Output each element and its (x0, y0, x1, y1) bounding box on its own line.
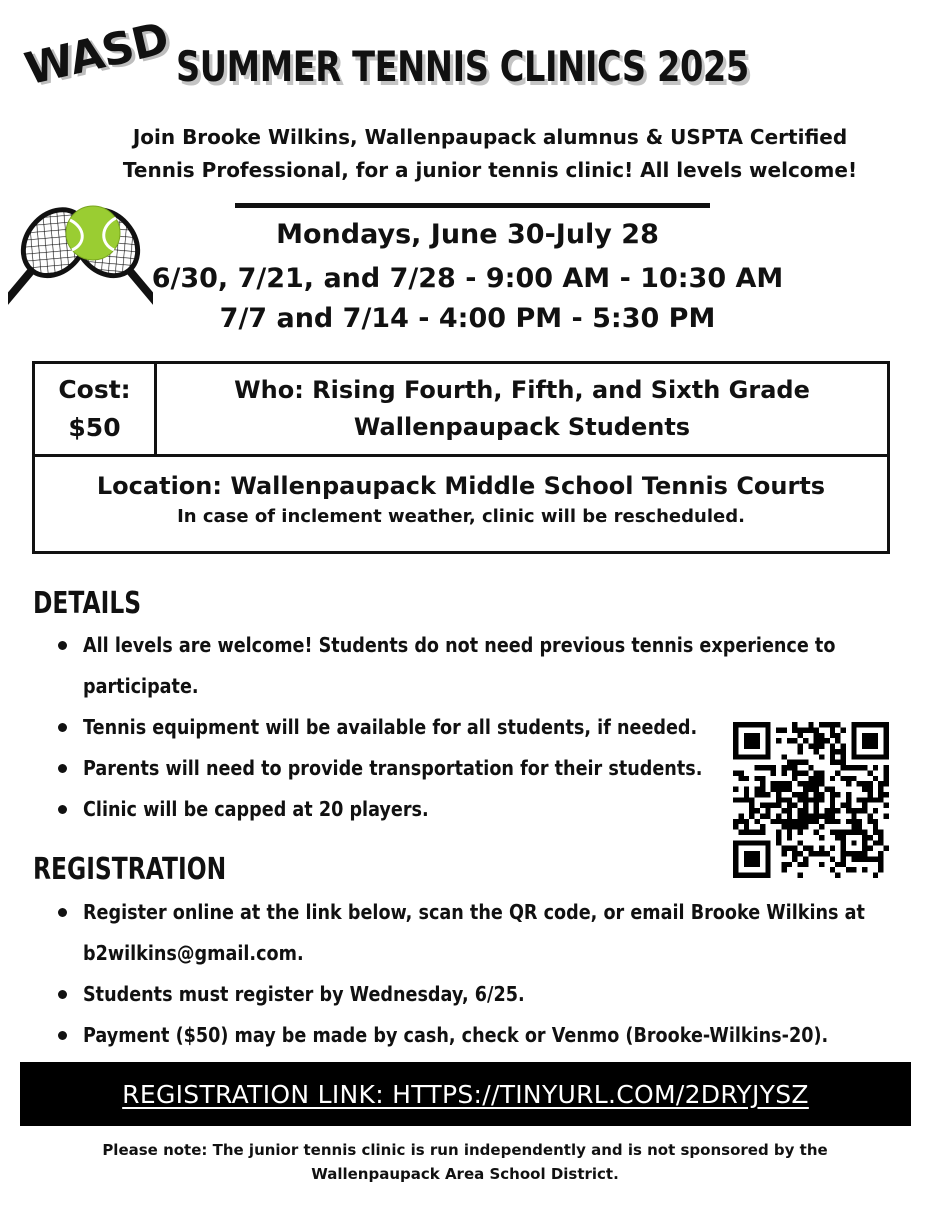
schedule-dates: Mondays, June 30-July 28 (276, 219, 659, 250)
schedule-session-1: 6/30, 7/21, and 7/28 - 9:00 AM - 10:30 AM (151, 263, 784, 294)
list-item-text: participate. (83, 674, 199, 698)
intro-line-1: Join Brooke Wilkins, Wallenpaupack alumnus & USPTA Certified (132, 125, 848, 149)
details-heading: DETAILS (33, 586, 142, 621)
cost-cell (35, 364, 157, 454)
registration-link[interactable]: REGISTRATION LINK: HTTPS://TINYURL.COM/2DRYJYSZ (122, 1079, 809, 1109)
intro-line-2: Tennis Professional, for a junior tennis clinic! All levels welcome! (122, 158, 858, 182)
location-cell (35, 457, 887, 551)
registration-link-banner (20, 1062, 911, 1126)
qr-code[interactable] (733, 722, 889, 878)
schedule-session-2: 7/7 and 7/14 - 4:00 PM - 5:30 PM (219, 303, 716, 334)
footer-line-1: Please note: The junior tennis clinic is run independently and is not sponsored by the (102, 1141, 828, 1159)
cost-value: $50 (68, 413, 121, 442)
list-item-text: Parents will need to provide transportation for their students. (83, 756, 703, 780)
list-item (55, 892, 929, 974)
list-item-text: Payment ($50) may be made by cash, check or Venmo (Brooke-Wilkins-20). (83, 1023, 829, 1047)
cost-label: Cost: (58, 375, 131, 404)
registration-heading: REGISTRATION (33, 852, 227, 887)
list-item-text: Clinic will be capped at 20 players. (83, 797, 429, 821)
registration-list (55, 892, 929, 1056)
location-text: Location: Wallenpaupack Middle School Tennis Courts (96, 472, 826, 500)
page-title: SUMMER TENNIS CLINICS 2025 (176, 42, 749, 91)
footer-note (40, 1138, 890, 1186)
list-item (55, 974, 929, 1015)
info-box (32, 361, 890, 554)
list-item-text[interactable]: b2wilkins@gmail.com. (83, 941, 304, 965)
list-item-text: Students must register by Wednesday, 6/25. (83, 982, 525, 1006)
audience-line-1: Who: Rising Fourth, Fifth, and Sixth Grade (234, 376, 810, 404)
tennis-ball-icon (66, 206, 120, 260)
divider (235, 203, 710, 208)
wasd-badge: WASD (20, 13, 173, 96)
list-item-text: Tennis equipment will be available for all students, if needed. (83, 715, 698, 739)
weather-note: In case of inclement weather, clinic will be rescheduled. (177, 506, 745, 527)
list-item-text: All levels are welcome! Students do not need previous tennis experience to (83, 633, 836, 657)
audience-cell (157, 364, 887, 454)
list-item (55, 625, 929, 707)
intro-text (60, 121, 920, 187)
audience-line-2: Wallenpaupack Students (353, 413, 691, 441)
footer-line-2: Wallenpaupack Area School District. (311, 1165, 619, 1183)
list-item (55, 1015, 929, 1056)
list-item-text: Register online at the link below, scan the QR code, or email Brooke Wilkins at (83, 900, 865, 924)
